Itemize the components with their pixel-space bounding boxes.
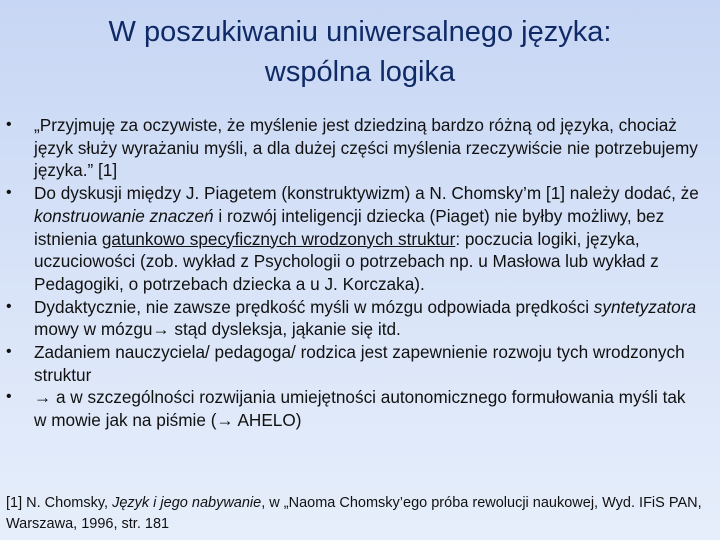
bullet-text-part: i rozwój inteligencji dziecka (Piaget) nie byłby możliwy, bez istnienia (34, 205, 665, 249)
bullet-italic-term: syntetyzatora (593, 296, 697, 317)
footnote-part: , w „Naoma Chomsky’ego próba rewolucji naukowej, Wyd. IFiS PAN, Warszawa, 1996, str. 181 (6, 495, 702, 532)
footnote-book-title: Język i jego nabywanie (112, 495, 262, 511)
bullet-text: → a w szczególności rozwijania umiejętności autonomicznego formułowania myśli tak w mowie jak na piśmie (→ AHELO) (34, 387, 686, 431)
bullet-underlined-term: gatunkowo specyficznych wrodzonych struktur (101, 228, 456, 249)
bullet-italic-term: konstruowanie znaczeń (34, 205, 214, 226)
bullet-list (0, 114, 700, 432)
title-line-2: wspólna logika (264, 56, 456, 88)
bullet-text: Zadaniem nauczyciela/ pedagoga/ rodzica jest zapewnienie rozwoju tych wrodzonych struktur (34, 342, 685, 385)
bullet-text-part: Dydaktycznie, nie zawsze prędkość myśli w mózgu odpowiada prędkości (34, 296, 594, 317)
bullet-text-part: : poczucia logiki, języka, uczuciowości (zob. wykład z Psychologii o potrzebach np. u Masłowa lub wykład z Pedagogiki, o potrzebach dziecka a u J. Korczaka). (34, 228, 659, 294)
bullet-text-part: mowy w mózgu→ stąd dysleksja, jąkanie się itd. (34, 319, 401, 340)
bullet-item-1 (0, 114, 700, 182)
bullet-item-5 (0, 386, 700, 431)
footnote-part: [1] N. Chomsky, (6, 495, 113, 511)
bullet-text: „Przyjmuję za oczywiste, że myślenie jest dziedziną bardzo różną od języka, chociaż język służy wyrażaniu myśli, a dla dużej części myślenia rzeczywiście nie potrzebujemy języka.” [1] (34, 115, 698, 181)
bullet-marker: • (6, 116, 12, 133)
bullet-text-part: Do dyskusji między J. Piagetem (konstruktywizm) a N. Chomsky’m [1] należy dodać, że (34, 183, 699, 204)
footnote (6, 493, 706, 535)
title-line-1: W poszukiwaniu uniwersalnego języka: (108, 16, 612, 48)
bullet-item-3 (0, 296, 700, 341)
bullet-item-2 (0, 182, 700, 296)
bullet-marker: • (6, 184, 12, 202)
bullet-marker: • (6, 388, 12, 406)
bullet-item-4 (0, 341, 700, 386)
bullet-marker: • (6, 297, 12, 315)
bullet-marker: • (6, 343, 12, 361)
slide-title (20, 12, 700, 92)
